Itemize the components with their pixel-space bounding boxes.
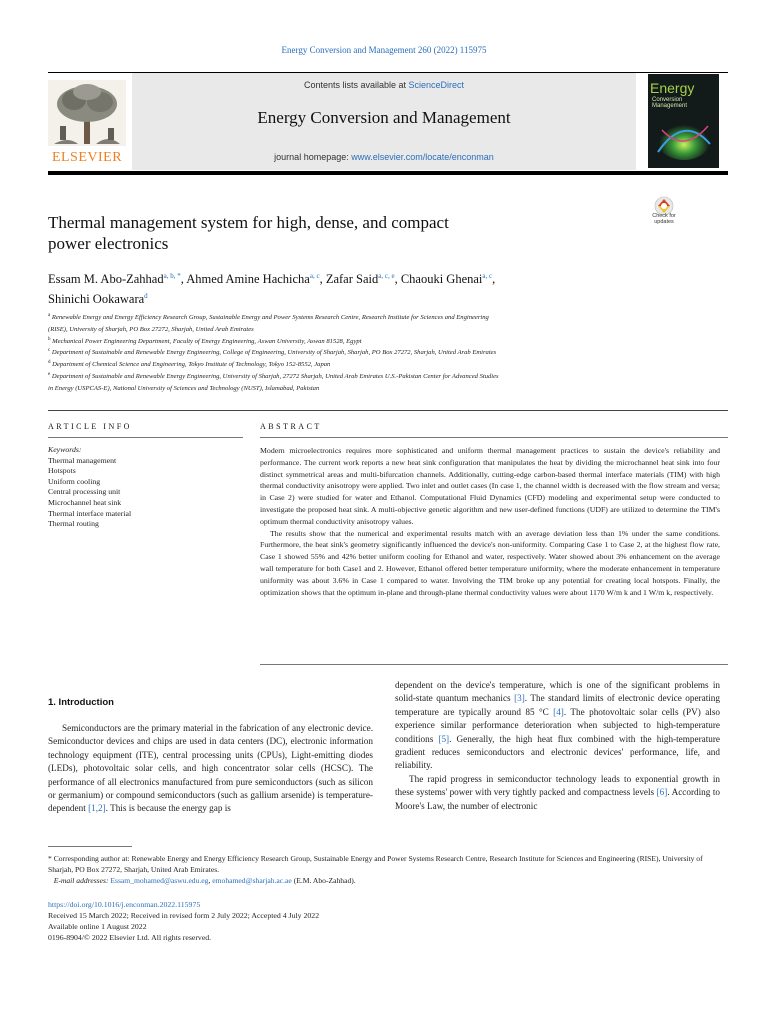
- cover-subtitle-line-2: Management: [652, 103, 688, 109]
- author[interactable]: Ahmed Amine Hachicha$^{a, c}$,: [186, 272, 326, 286]
- abstract-bottom-rule: [260, 664, 728, 665]
- citation-link[interactable]: [3]: [514, 693, 525, 704]
- citation-link[interactable]: [5]: [438, 733, 450, 744]
- affiliation: $^d$ Department of Chemical Science and Engineering, Tokyo Institute of Technology, Tokyo 152-8552, Japan: [48, 360, 331, 369]
- keyword: Microchannel heat sink: [48, 497, 122, 507]
- journal-homepage: [132, 152, 636, 162]
- affiliation-list: [48, 311, 688, 393]
- keyword: Central processing unit: [48, 487, 121, 497]
- crossmark-label[interactable]: [643, 213, 685, 225]
- body-paragraph: dependent on the device's temperature, which is one of the significant problems in solid-state quantum mechanics [3]. The standard limits of electronic device operating temperature are typically around 85 °C [4]. The photovoltaic solar cells (PV) also experience similar performance deterioration when subjected to high-temperature conditions [5]. Generally, the high heat flux combined with the high-temperature gradient reduces semiconductors and electronic devices' performance, life, and reliability.: [395, 680, 720, 771]
- received-dates: Received 15 March 2022; Received in revised form 2 July 2022; Accepted 4 July 2022: [48, 911, 320, 920]
- body-paragraph: Semiconductors are the primary material in the fabrication of any electronic device. Semiconductor devices and chips are used in data centers (DC), electronic information technology equipment (ITE), central processing units (CPUs), Light-emitting diodes (LEDs), photovoltaic solar cells, and high concentrator solar cells (HCSC). The performance of all electronics manufactured from pure semiconductors (such as silicon or germanium) or compound semiconductors (such as gallium arsenide) is temperature-dependent [1,2]. This is because the energy gap is: [48, 723, 373, 814]
- author[interactable]: Shinichi Ookawara$^d$: [48, 292, 148, 306]
- cover-subtitle-line-1: Conversion: [652, 97, 683, 103]
- author[interactable]: Chaouki Ghenai$^{a, c}$,: [400, 272, 496, 286]
- article-title-line-2: power electronics: [48, 234, 169, 253]
- header-bottom-rule: [48, 171, 728, 175]
- doi-link[interactable]: https://doi.org/10.1016/j.enconman.2022.115975: [48, 900, 201, 909]
- cover-subtitle: [652, 97, 687, 109]
- contents-available: [132, 80, 636, 90]
- keywords-block: [48, 445, 243, 530]
- running-header[interactable]: Energy Conversion and Management 260 (2022) 115975: [281, 45, 487, 55]
- section-divider: [48, 410, 728, 411]
- affiliation: in Energy (USPCAS-E), National University of Sciences and Technology (NUST), Islamabad, Pakistan: [48, 384, 320, 392]
- publisher-wordmark[interactable]: ELSEVIER: [51, 150, 123, 165]
- article-title: [48, 212, 608, 254]
- cover-title: Energy: [650, 80, 695, 96]
- author[interactable]: Essam M. Abo-Zahhad$^{a, b, *}$,: [48, 272, 187, 286]
- journal-homepage-link[interactable]: www.elsevier.com/locate/enconman: [351, 152, 494, 162]
- publication-info: [48, 899, 728, 943]
- keywords-label: Keywords:: [48, 445, 82, 454]
- email-line: E-mail addresses: Essam_mohamed@aswu.edu.eg, emohamed@sharjah.ac.ae (E.M. Abo-Zahhad).: [53, 876, 356, 885]
- keyword: Thermal management: [48, 455, 117, 465]
- abstract-rule: [260, 437, 728, 438]
- body-column-left: [48, 722, 373, 816]
- abstract-paragraph: Modern microelectronics requires more sophisticated and uniform thermal management practices to sustain the device's reliability and performance. The current work reports a new heat sink configuration that manipulates the heat by dividing the microchannel heat sink into four distinct symmetrical areas and multi-bifurcation channels. Additionally, cutting-edge carbon-based thermal interface materials (TIM) with high thermal conductivity anisotropy were applied. Two inlet and outlet cases (In case 1, the channel width is decreased with the flow stream and versa; in Case 2) were studied for water and Ethanol. Computational Fluid Dynamics (CFD) modeling and experimental setup were conducted to investigate the proposed heat sink. A multi-objective genetic algorithm and new user-defined functions (UDF) are utilized to determine the TIM's optimum thermal conductivity anisotropy values.: [260, 446, 720, 526]
- contents-prefix: Contents lists available at: [303, 80, 409, 90]
- copyright: 0196-8904/© 2022 Elsevier Ltd. All rights reserved.: [48, 933, 212, 942]
- homepage-prefix: journal homepage:: [274, 152, 352, 162]
- abstract-paragraph: The results show that the numerical and experimental results match with an average deviation less than 1% under the same conditions. Furthermore, the heat sink's geometry significantly influenced the device's non-uniformity. Comparing Case 1 to Case 2, at the highest flow rate, Case 1 showed 55% and 42% better uniform cooling for Ethanol and water, respectively. Water showed about 3% enhancement on the average wall temperature for both Case1 and 2. However, Ethanol offered better temperature uniformity, where the moderate enhancement in temperature uniformity was about 3.6% in Case 1 compared to water. Involving the TIM broke up any potential for creating local hotspots. Finally, the optimization shows that the optimum in-plane and through-plane thermal conductivity values were about 1170 W/m k and 1 W/m k, respectively.: [260, 528, 720, 597]
- affiliation: $^e$ Department of Sustainable and Renewable Energy Engineering, University of Sharjah, 27272 Sharjah, United Arab Emirates U.S.-Pakistan Center for Advanced Studies: [48, 371, 499, 381]
- corresponding-author-footnote: [48, 853, 728, 886]
- article-title-line-1: Thermal management system for high, dense, and compact: [48, 213, 449, 232]
- affiliation: $^b$ Mechanical Power Engineering Department, Faculty of Energy Engineering, Aswan University, Aswan 81528, Egypt: [48, 336, 362, 345]
- journal-title: Energy Conversion and Management: [257, 108, 511, 127]
- citation-link[interactable]: [1,2]: [88, 803, 106, 814]
- keyword: Uniform cooling: [48, 476, 101, 486]
- citation-link[interactable]: [6]: [656, 787, 668, 798]
- abstract-heading: ABSTRACT: [260, 422, 322, 431]
- citation-link[interactable]: [4]: [553, 706, 564, 717]
- body-column-right: [395, 679, 720, 813]
- corresponding-author-text: * Corresponding author at: Renewable Energy and Energy Efficiency Research Group, Sustainable Energy and Power Systems Research Centre, Research Institute for Sciences and Engineering (RISE), University of Sharjah, PO Box 27272, Sharjah, United Arab Emirates.: [48, 854, 703, 874]
- sciencedirect-link[interactable]: ScienceDirect: [408, 80, 465, 90]
- affiliation: (RISE), University of Sharjah, PO Box 27272, Sharjah, United Arab Emirates: [48, 325, 254, 333]
- affiliation: $^c$ Department of Sustainable and Renewable Energy Engineering, College of Engineering, University of Sharjah, Sharjah, PO Box 27272, Sharjah, United Arab Emirates: [48, 348, 497, 357]
- section-heading-introduction: 1. Introduction: [48, 697, 114, 708]
- author-list: [48, 268, 688, 308]
- keyword: Hotspots: [48, 466, 76, 476]
- keyword: Thermal routing: [48, 519, 99, 529]
- article-info-heading: ARTICLE INFO: [48, 422, 132, 431]
- affiliation: $^a$ Renewable Energy and Energy Efficiency Research Group, Sustainable Energy and Power Systems Research Centre, Research Institute for Sciences and Engineering: [48, 313, 489, 322]
- footnote-rule: [48, 846, 132, 847]
- available-online: Available online 1 August 2022: [48, 922, 147, 931]
- crossmark-label-line-2: updates: [654, 219, 674, 225]
- abstract-body: [260, 445, 720, 598]
- author[interactable]: Zafar Said$^{a, c, e}$,: [325, 272, 401, 286]
- email-link[interactable]: Essam_mohamed@aswu.edu.eg: [110, 876, 209, 885]
- email-label: E-mail addresses:: [53, 876, 109, 885]
- crossmark-label-line-1: Check for: [652, 213, 676, 219]
- article-info-rule: [48, 437, 243, 438]
- email-link[interactable]: emohamed@sharjah.ac.ae: [212, 876, 292, 885]
- keyword: Thermal interface material: [48, 508, 132, 518]
- body-paragraph: The rapid progress in semiconductor technology leads to exponential growth in these systems' power with very tightly packed and compactness levels [6]. According to Moore's Law, the number of electronic: [395, 773, 720, 811]
